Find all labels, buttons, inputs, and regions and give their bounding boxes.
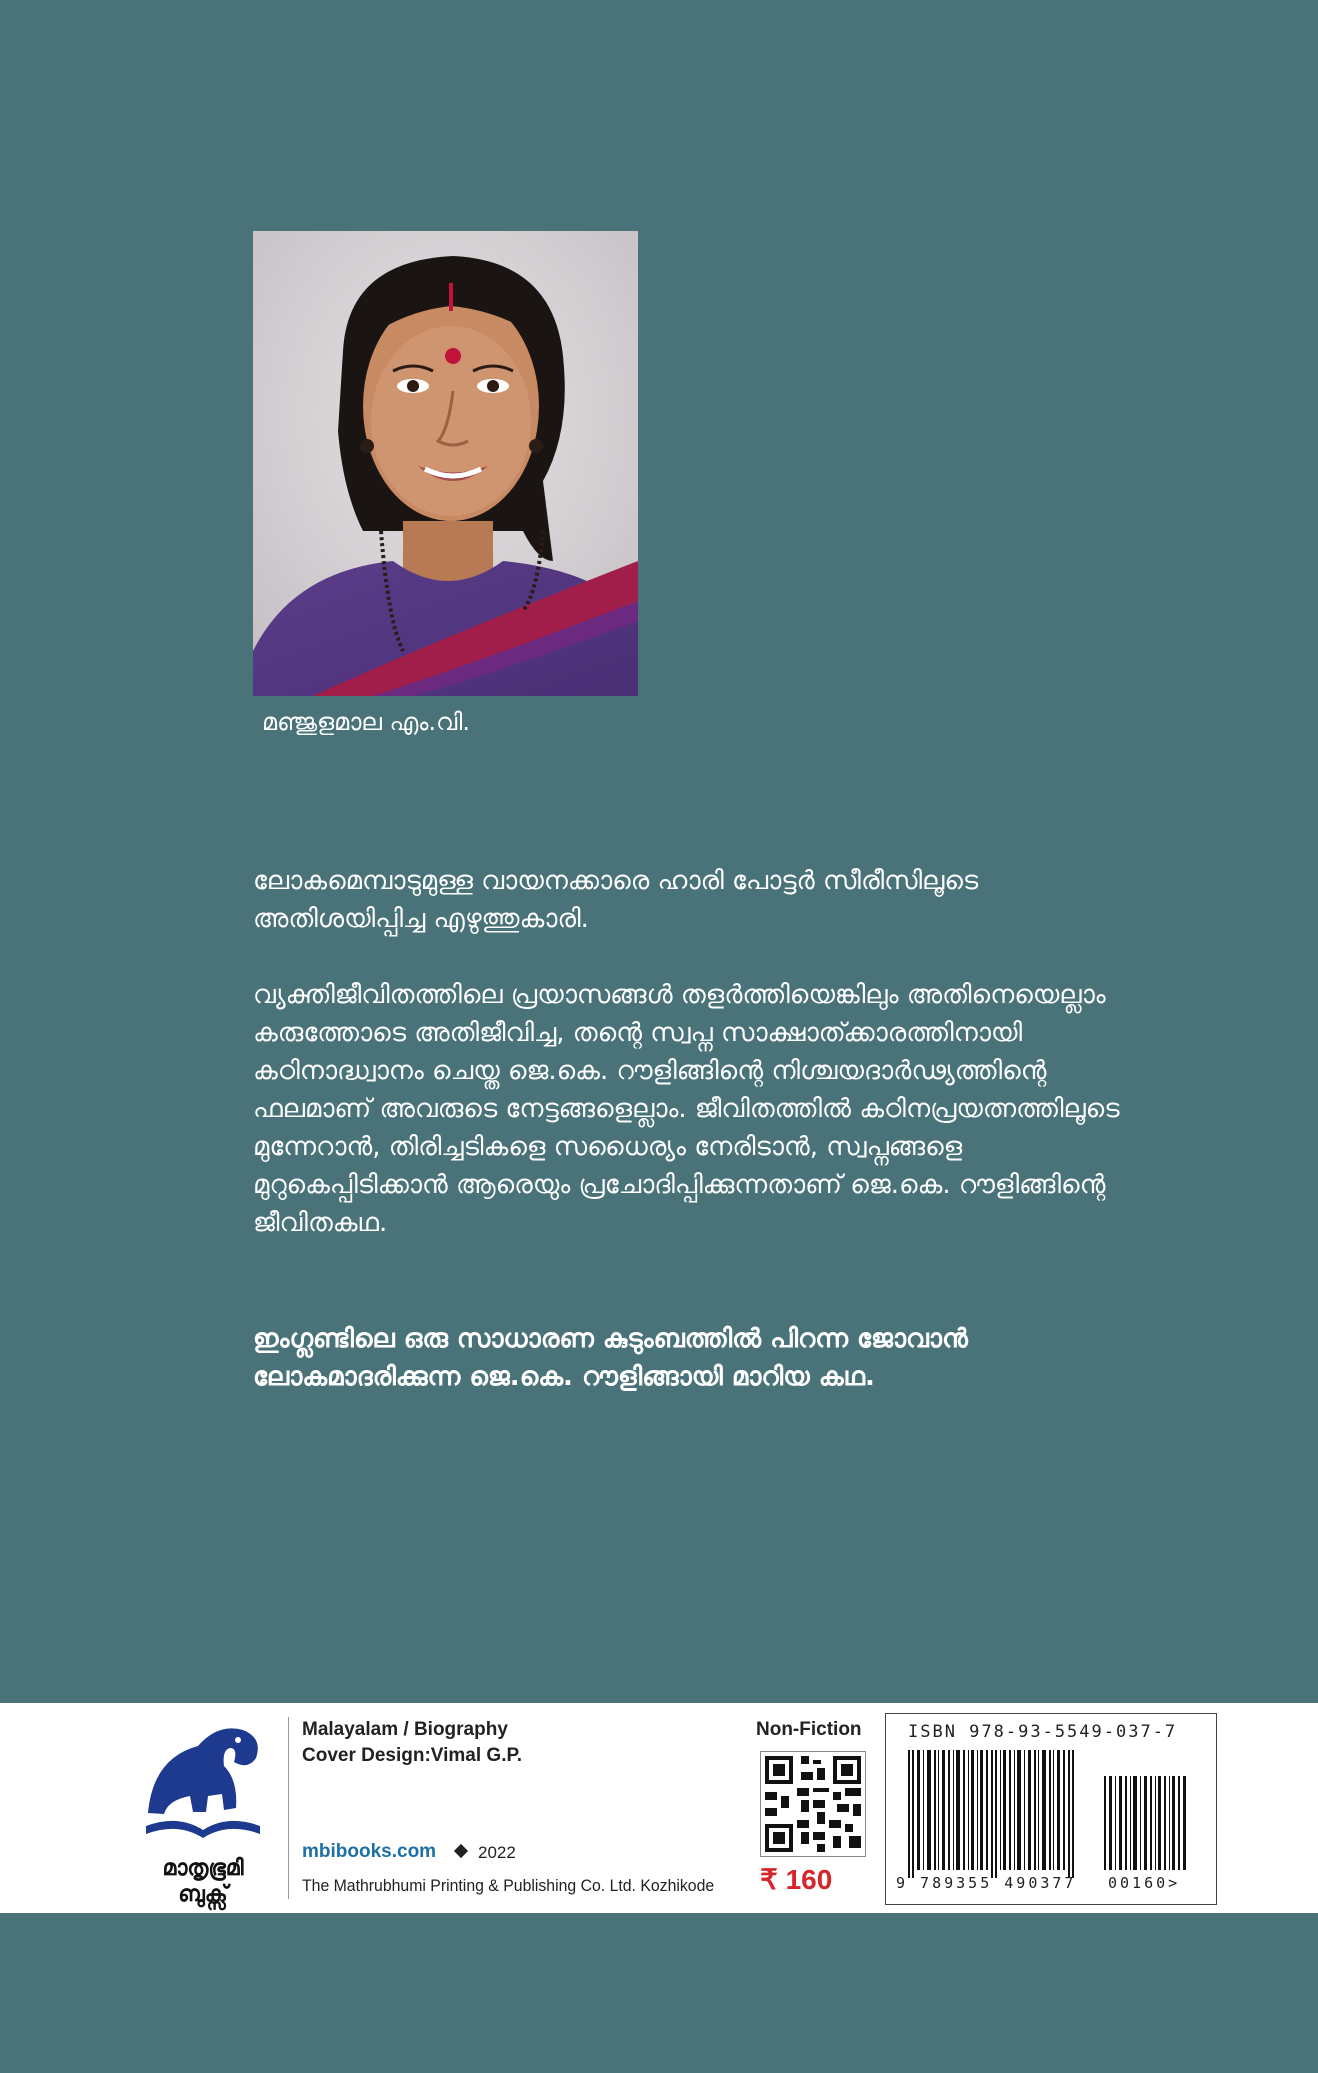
author-caption: മഞ്ജുളമാല എം.വി. <box>262 708 470 736</box>
blurb-tagline-text: ഇംഗ്ലണ്ടിലെ ഒരു സാധാരണ കുടുംബത്തിൽ പിറന്ന ജോവാൻ ലോകമാദരിക്കുന്ന ജെ.കെ. റൗളിങ്ങായി മാറിയ കഥ. <box>253 1324 968 1392</box>
diamond-separator-icon <box>454 1844 468 1858</box>
website-link[interactable]: mbibooks.com <box>302 1841 437 1862</box>
isbn-number: ISBN 978-93-5549-037-7 <box>908 1722 1178 1742</box>
divider <box>288 1717 289 1899</box>
elephant-book-icon <box>138 1718 268 1853</box>
blurb-body <box>253 976 1153 1242</box>
barcode-digits: 9 789355 490377 <box>896 1874 1077 1892</box>
publisher-info-strip <box>0 1703 1318 1913</box>
publisher-logo <box>138 1718 268 1907</box>
category-label: Non-Fiction <box>756 1719 862 1740</box>
author-portrait-illustration <box>253 231 638 696</box>
publisher-name: The Mathrubhumi Printing & Publishing Co. Ltd. Kozhikode <box>302 1876 715 1895</box>
blurb-body-text: വ്യക്തിജീവിതത്തിലെ പ്രയാസങ്ങൾ തളർത്തിയെങ്കിലും അതിനെയെല്ലാം കരുത്തോടെ അതിജീവിച്ച, തന്റെ സ്വപ്ന സാക്ഷാത്ക്കാരത്തിനായി കഠിനാദ്ധ്വാനം ചെയ്ത ജെ.കെ. റൗളിങ്ങിന്റെ നിശ്ചയദാർഢ്യത്തിന്റെ ഫലമാണ് അവരുടെ നേട്ടങ്ങളെല്ലാം. ജീവിതത്തിൽ കഠിനപ്രയത്നത്തിലൂടെ മുന്നേറാൻ, തിരിച്ചടികളെ സധൈര്യം നേരിടാൻ, സ്വപ്നങ്ങളെ മുറുകെപ്പിടിക്കാൻ ആരെയും പ്രചോദിപ്പിക്കുന്നതാണ് ജെ.കെ. റൗളിങ്ങിന്റെ ജീവിതകഥ. <box>253 980 1120 1238</box>
isbn-barcode <box>885 1713 1217 1905</box>
blurb-intro-text: ലോകമെമ്പാടുമുള്ള വായനക്കാരെ ഹാരി പോട്ടർ സീരീസിലൂടെ അതിശയിപ്പിച്ച എഴുത്തുകാരി. <box>253 866 979 934</box>
cover-design-credit: Cover Design:Vimal G.P. <box>302 1745 522 1766</box>
price-label: ₹ 160 <box>760 1864 833 1895</box>
blurb-tagline <box>253 1320 1153 1396</box>
blurb-intro <box>253 862 1153 938</box>
publisher-logo-text: മാതൃഭൂമി ബുക്സ് <box>162 1856 244 1907</box>
genre-label: Malayalam / Biography <box>302 1719 508 1740</box>
qr-code-icon <box>760 1751 866 1857</box>
author-photo <box>253 231 638 696</box>
publication-year: 2022 <box>478 1843 516 1862</box>
barcode-addon-digits: 00160> <box>1108 1874 1181 1892</box>
